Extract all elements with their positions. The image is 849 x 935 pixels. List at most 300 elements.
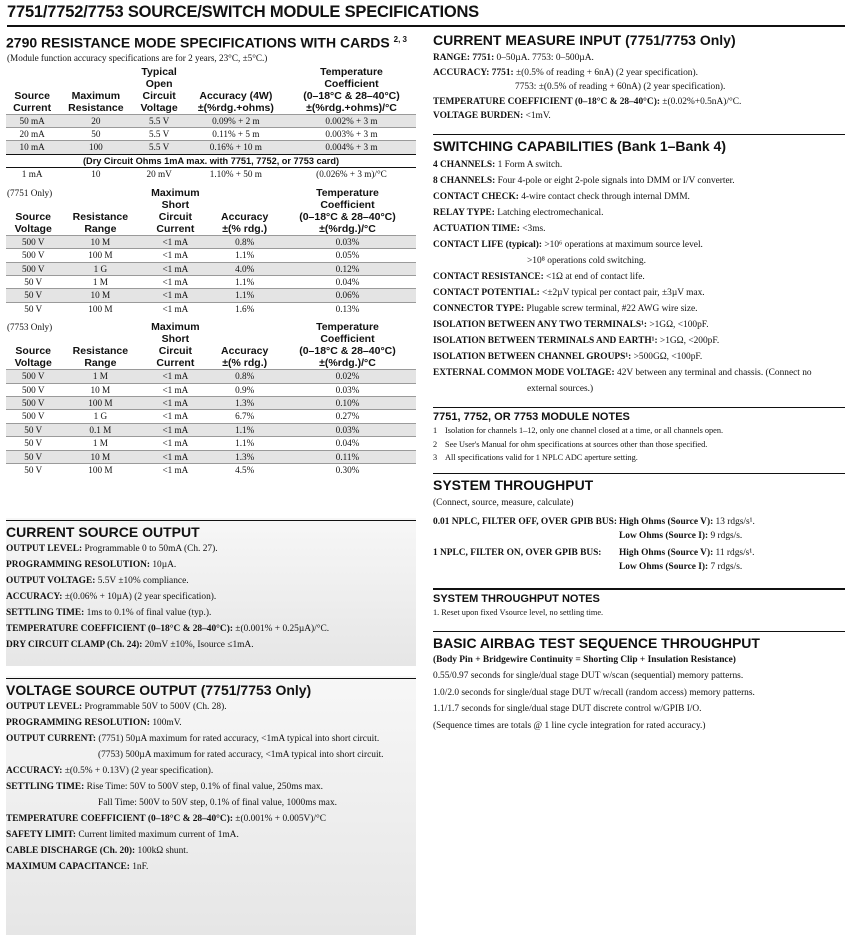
current-measure-lines — [433, 51, 845, 124]
table-cell: 500 V — [6, 383, 60, 396]
current-source-label: TEMPERATURE COEFFICIENT (0–18°C & 28–40°C): — [6, 624, 236, 635]
table-cell: 6.7% — [210, 410, 279, 423]
switching-label: ISOLATION BETWEEN TERMINALS AND EARTH¹: — [433, 335, 660, 346]
voltage-source-label: ACCURACY: — [6, 766, 65, 777]
switching-line — [433, 173, 845, 189]
table-row — [6, 141, 416, 154]
table-cell: 10 — [58, 168, 133, 181]
current-measure-text: <1mV. — [525, 111, 551, 121]
switching-heading: SWITCHING CAPABILITIES (Bank 1–Bank 4) — [433, 137, 727, 154]
header-line: Accuracy — [221, 210, 269, 223]
header-line: ±(%rdg.+ohms)/°C — [306, 101, 397, 114]
current-measure-line — [433, 51, 845, 66]
table-row — [6, 370, 416, 383]
column-header — [140, 321, 210, 370]
switching-line — [433, 157, 845, 173]
table-cell: <1 mA — [140, 302, 210, 315]
dry-circuit-title-cell: (Dry Circuit Ohms 1mA max. with 7751, 7752, or 7753 card) — [6, 154, 416, 167]
table-cell: 10 M — [60, 289, 140, 302]
throughput-note-item: 1. Reset upon fixed Vsource level, no settling time. — [433, 607, 604, 617]
table-cell: 50 V — [6, 450, 60, 463]
airbag-line: (Sequence times are totals @ 1 line cycle integration for rated accuracy.) — [433, 720, 706, 731]
switching-text: 42V between any terminal and chassis. (Connect no — [617, 367, 812, 378]
dry-circuit-row — [6, 168, 416, 181]
table-cell: 0.09% + 2 m — [185, 114, 287, 127]
voltage-source-line — [6, 811, 416, 827]
column-header — [60, 321, 140, 370]
header-spacer — [7, 66, 57, 78]
current-measure-line — [433, 109, 845, 124]
header-line: Resistance — [72, 210, 129, 223]
header-line: Circuit — [142, 89, 176, 102]
header-line: Voltage — [14, 222, 52, 235]
header-line: Source — [15, 345, 52, 358]
table-cell: 1.1% — [210, 249, 279, 262]
resistance-heading-text: 2790 RESISTANCE MODE SPECIFICATIONS WITH CARDS — [6, 34, 390, 51]
current-source-text: ±(0.06% + 10µA) (2 year specification). — [64, 592, 217, 603]
throughput-low — [619, 530, 755, 544]
header-line: Range — [84, 357, 117, 370]
table-row — [6, 437, 416, 450]
table-cell: 50 V — [6, 437, 60, 450]
voltage-source-label: PROGRAMMING RESOLUTION: — [6, 718, 153, 729]
header-spacer — [61, 199, 139, 211]
current-source-text: 10µA. — [152, 560, 177, 571]
table-cell: 1 G — [60, 410, 140, 423]
switching-line — [433, 269, 845, 285]
voltage-source-text: (7751) 50µA maximum for rated accuracy, <1mA typical into short circuit. — [98, 734, 380, 745]
table-cell: 100 M — [60, 396, 140, 409]
airbag-line: 1.1/1.7 seconds for single/dual stage DUT discrete control w/GPIB I/O. — [433, 704, 702, 715]
header-spacer — [211, 199, 278, 211]
table-cell: 100 M — [60, 463, 140, 476]
header-line: Circuit — [158, 210, 192, 223]
switching-lines — [433, 157, 845, 397]
switching-label: CONTACT CHECK: — [433, 191, 522, 202]
current-measure-line — [433, 66, 845, 81]
header-line: Circuit — [158, 345, 192, 358]
switching-text: Latching electromechanical. — [497, 207, 604, 218]
table-cell: <1 mA — [140, 289, 210, 302]
table-row — [6, 302, 416, 315]
resistance-heading — [6, 31, 416, 52]
header-line: (0–18°C & 28–40°C) — [299, 345, 396, 358]
table-cell: 1 M — [60, 275, 140, 288]
voltage-source-line — [6, 779, 416, 795]
current-source-line — [6, 541, 416, 557]
table-cell: 0.03% — [279, 423, 416, 436]
switching-text: >1GΩ, <200pF. — [659, 335, 720, 346]
voltage-source-line — [6, 715, 416, 731]
table-row — [6, 289, 416, 302]
switching-line — [433, 221, 845, 237]
throughput-label — [433, 512, 619, 543]
switching-text: 1 Form A switch. — [497, 159, 563, 170]
table-cell: <1 mA — [140, 437, 210, 450]
table-row — [6, 383, 416, 396]
header-spacer — [7, 199, 59, 211]
table-cell: 20 mA — [6, 128, 58, 141]
throughput-low-label: Low Ohms (Source I): — [619, 530, 711, 541]
table-cell: 10 M — [60, 235, 140, 248]
switching-text: <1Ω at end of contact life. — [546, 271, 645, 282]
current-measure-text: 7753: ±(0.5% of reading + 60nA) (2 year specification). — [515, 82, 726, 92]
table-row — [6, 114, 416, 127]
table-cell: 1 M — [60, 437, 140, 450]
switching-text: <3ms. — [522, 223, 546, 234]
module-notes-heading: 7751, 7752, OR 7753 MODULE NOTES — [433, 411, 630, 424]
table-cell: 500 V — [6, 396, 60, 409]
table-cell: 0.04% — [279, 275, 416, 288]
voltage-source-label: OUTPUT CURRENT: — [6, 734, 99, 745]
table-cell: 0.30% — [279, 463, 416, 476]
header-line: Coefficient — [320, 333, 375, 346]
voltage-source-text: ±(0.5% + 0.13V) (2 year specification). — [64, 766, 214, 777]
voltage-source-label: TEMPERATURE COEFFICIENT (0–18°C & 28–40°C): — [6, 814, 236, 825]
header-spacer — [211, 321, 278, 333]
header-spacer — [7, 78, 57, 90]
voltage-source-text: Programmable 50V to 500V (Ch. 28). — [84, 702, 227, 713]
resistance-heading-sup: 2, 3 — [393, 35, 407, 44]
current-source-text: 20mV ±10%, Isource ≤1mA. — [144, 640, 254, 651]
column-header — [279, 187, 416, 236]
current-source-line — [6, 573, 416, 589]
table-cell: 0.10% — [279, 396, 416, 409]
switching-line — [433, 365, 845, 381]
throughput-values — [619, 543, 755, 574]
table-cell: 0.03% — [279, 383, 416, 396]
switching-label: ACTUATION TIME: — [433, 223, 523, 234]
table-cell: 0.13% — [279, 302, 416, 315]
current-source-panel — [6, 518, 416, 666]
current-source-label: OUTPUT VOLTAGE: — [6, 576, 98, 587]
current-source-line — [6, 621, 416, 637]
header-line: Temperature — [316, 186, 379, 199]
header-line: Current — [13, 101, 52, 114]
table-cell: 0.8% — [210, 370, 279, 383]
voltage-source-line — [6, 843, 416, 859]
module-note-number: 2 — [433, 439, 438, 449]
switching-text: Plugable screw terminal, #22 AWG wire size. — [526, 303, 698, 314]
resistance-note: (Module function accuracy specifications are for 2 years, 23°C, ±5°C.) — [7, 52, 268, 63]
module-note-text: See User's Manual for ohm specifications at sources other than those specified. — [445, 439, 708, 449]
header-spacer — [59, 66, 132, 78]
voltage-source-label: SAFETY LIMIT: — [6, 830, 79, 841]
switching-line — [433, 285, 845, 301]
header-line: Accuracy — [221, 345, 269, 358]
voltage-source-line — [6, 731, 416, 747]
header-spacer — [186, 66, 286, 78]
header-line: Temperature — [320, 65, 383, 78]
throughput-high-label: High Ohms (Source V): — [619, 548, 716, 559]
voltage-source-text: 1nF. — [132, 862, 149, 873]
voltage-source-line — [6, 827, 416, 843]
table-cell: <1 mA — [140, 450, 210, 463]
header-spacer — [61, 321, 139, 333]
module-note-number: 1 — [433, 426, 438, 436]
switching-text: >1GΩ, <100pF. — [649, 319, 709, 330]
current-source-heading: CURRENT SOURCE OUTPUT — [6, 524, 200, 541]
header-line: Maximum — [71, 89, 121, 102]
current-source-text: 1ms to 0.1% of final value (typ.). — [86, 608, 212, 619]
header-line: Voltage — [140, 101, 178, 114]
voltage-source-lines — [6, 699, 416, 875]
table-cell: 10 M — [60, 450, 140, 463]
header-line: Accuracy (4W) — [199, 89, 273, 102]
column-header — [6, 187, 60, 236]
table-row — [6, 249, 416, 262]
current-measure-label: RANGE: 7751: — [433, 53, 497, 63]
current-measure-line — [433, 95, 845, 110]
current-source-line — [6, 557, 416, 573]
throughput-low-label: Low Ohms (Source I): — [619, 561, 711, 572]
table-cell: <1 mA — [140, 463, 210, 476]
header-line: (0–18°C & 28–40°C) — [299, 210, 396, 223]
header-line: Source — [15, 210, 52, 223]
throughput-high-value: 13 rdgs/s¹. — [715, 517, 755, 528]
table-label: (7751 Only) — [7, 187, 53, 198]
table-row — [6, 275, 416, 288]
switching-line — [433, 253, 845, 269]
switching-label: CONNECTOR TYPE: — [433, 303, 527, 314]
table-cell: 50 V — [6, 463, 60, 476]
table-cell: 5.5 V — [133, 114, 184, 127]
current-measure-heading: CURRENT MEASURE INPUT (7751/7753 Only) — [433, 32, 736, 48]
table-7753 — [6, 321, 416, 476]
voltage-source-line — [6, 763, 416, 779]
airbag-heading: BASIC AIRBAG TEST SEQUENCE THROUGHPUT — [433, 635, 760, 652]
table-row — [6, 235, 416, 248]
table-row — [6, 262, 416, 275]
table-cell: 0.03% — [279, 235, 416, 248]
table-cell: 0.8% — [210, 235, 279, 248]
voltage-source-line — [6, 859, 416, 875]
header-line: Short — [161, 333, 190, 346]
table-cell: 100 M — [60, 249, 140, 262]
throughput-values — [619, 512, 755, 543]
switching-text: >10⁶ operations at maximum source level. — [544, 239, 703, 250]
header-spacer — [186, 78, 286, 90]
module-note-item — [433, 438, 845, 452]
header-line: Resistance — [68, 101, 124, 114]
header-line: Current — [156, 222, 195, 235]
title-rule — [7, 25, 845, 27]
throughput-low-value: 9 rdgs/s. — [710, 530, 743, 541]
column-header — [6, 66, 58, 115]
column-header — [287, 66, 416, 115]
table-cell: 4.0% — [210, 262, 279, 275]
table-cell: 500 V — [6, 249, 60, 262]
throughput-heading: SYSTEM THROUGHPUT — [433, 477, 594, 494]
right-column — [433, 31, 845, 734]
voltage-source-label: OUTPUT LEVEL: — [6, 702, 85, 713]
airbag-subtitle: (Body Pin + Bridgewire Continuity = Shorting Clip + Insulation Resistance) — [433, 655, 736, 666]
column-header — [279, 321, 416, 370]
left-column — [6, 31, 416, 935]
switching-label: ISOLATION BETWEEN ANY TWO TERMINALS¹: — [433, 319, 650, 330]
table-cell: <1 mA — [140, 423, 210, 436]
table-cell: 50 mA — [6, 114, 58, 127]
voltage-source-label: CABLE DISCHARGE (Ch. 20): — [6, 846, 138, 857]
current-measure-label: ACCURACY: 7751: — [433, 67, 516, 78]
table-cell: 50 V — [6, 275, 60, 288]
current-source-text: ±(0.001% + 0.25µA)/°C. — [235, 624, 330, 635]
switching-text: 4-wire contact check through internal DMM. — [521, 191, 690, 202]
table-cell: 50 V — [6, 302, 60, 315]
voltage-source-text: ±(0.001% + 0.005V)/°C — [235, 814, 327, 825]
airbag-lines — [433, 668, 845, 734]
switching-label: CONTACT POTENTIAL: — [433, 287, 543, 298]
header-line: Voltage — [14, 357, 52, 370]
table-cell: <1 mA — [140, 275, 210, 288]
throughput-label-text: 0.01 NPLC, FILTER OFF, OVER GPIB BUS: — [433, 517, 617, 528]
table-cell: <1 mA — [140, 235, 210, 248]
module-note-text: Isolation for channels 1–12, only one channel closed at a time, or all channels open. — [445, 426, 724, 436]
switching-text: >500GΩ, <100pF. — [633, 351, 703, 362]
switching-label: 8 CHANNELS: — [433, 175, 498, 186]
table-cell: 0.11% + 5 m — [185, 128, 287, 141]
dry-circuit-title — [6, 154, 416, 167]
table-cell: 0.004% + 3 m — [287, 141, 416, 154]
current-measure-text: ±(0.5% of reading + 6nA) (2 year specification). — [515, 67, 698, 78]
airbag-line: 1.0/2.0 seconds for single/dual stage DUT w/recall (random access) memory patterns. — [433, 687, 755, 698]
table-cell: 50 V — [6, 423, 60, 436]
column-header — [210, 321, 279, 370]
switching-text: external sources.) — [527, 383, 594, 394]
column-header — [210, 187, 279, 236]
table-row — [6, 450, 416, 463]
throughput-high — [619, 547, 755, 561]
table-cell: 1 mA — [6, 168, 58, 181]
throughput-notes-heading: SYSTEM THROUGHPUT NOTES — [433, 592, 600, 605]
table-cell: 500 V — [6, 235, 60, 248]
current-source-label: PROGRAMMING RESOLUTION: — [6, 560, 153, 571]
table-cell: 0.003% + 3 m — [287, 128, 416, 141]
table-row — [6, 128, 416, 141]
current-measure-text: 0–50µA. 7753: 0–500µA. — [496, 53, 594, 63]
current-source-label: ACCURACY: — [6, 592, 65, 603]
table-cell: 1.10% + 50 m — [185, 168, 287, 181]
module-notes-list — [433, 424, 845, 465]
column-header — [58, 66, 133, 115]
column-header — [140, 187, 210, 236]
header-line: Current — [156, 357, 195, 370]
switching-line — [433, 205, 845, 221]
table-cell: 5.5 V — [133, 128, 184, 141]
throughput-label — [433, 543, 619, 574]
header-spacer — [61, 333, 139, 345]
table-cell: 10 M — [60, 383, 140, 396]
header-line: Short — [161, 198, 190, 211]
page-title: 7751/7752/7753 SOURCE/SWITCH MODULE SPECIFICATIONS — [7, 3, 479, 21]
throughput-low-value: 7 rdgs/s. — [710, 561, 743, 572]
throughput-low — [619, 561, 755, 575]
header-line: Resistance — [72, 345, 129, 358]
table-cell: 1.1% — [210, 423, 279, 436]
voltage-source-line — [6, 795, 416, 811]
voltage-source-line — [6, 747, 416, 763]
header-line: Source — [14, 89, 50, 102]
column-header — [6, 321, 60, 370]
switching-line — [433, 189, 845, 205]
voltage-source-text: 100mV. — [152, 718, 182, 729]
throughput-high-label: High Ohms (Source V): — [619, 517, 716, 528]
table-7751 — [6, 187, 416, 315]
table-cell: 1 M — [60, 370, 140, 383]
switching-label: CONTACT LIFE (typical): — [433, 239, 545, 250]
current-measure-label: VOLTAGE BURDEN: — [433, 111, 526, 121]
table-cell: <1 mA — [140, 410, 210, 423]
switching-line — [433, 349, 845, 365]
throughput-subtitle: (Connect, source, measure, calculate) — [433, 498, 574, 509]
switching-line — [433, 237, 845, 253]
table-cell: 1.3% — [210, 450, 279, 463]
switching-line — [433, 301, 845, 317]
header-line: ±(%rdg.+ohms) — [197, 101, 274, 114]
column-header — [133, 66, 184, 115]
header-spacer — [7, 333, 59, 345]
table-cell: 0.05% — [279, 249, 416, 262]
throughput-table — [433, 512, 755, 574]
table-cell: 500 V — [6, 262, 60, 275]
header-spacer — [59, 78, 132, 90]
table-cell: <1 mA — [140, 370, 210, 383]
module-note-number: 3 — [433, 453, 438, 463]
module-note-item — [433, 424, 845, 438]
table-cell: 20 — [58, 114, 133, 127]
switching-label: EXTERNAL COMMON MODE VOLTAGE: — [433, 367, 618, 378]
header-spacer — [211, 333, 278, 345]
header-line: ±(% rdg.) — [222, 222, 268, 235]
table-cell: 0.9% — [210, 383, 279, 396]
table-cell: 1 G — [60, 262, 140, 275]
current-source-label: SETTLING TIME: — [6, 608, 87, 619]
header-line: (0–18°C & 28–40°C) — [303, 89, 400, 102]
voltage-source-text: Rise Time: 50V to 500V step, 0.1% of final value, 250ms max. — [86, 782, 323, 793]
header-spacer — [61, 187, 139, 199]
table-cell: 0.12% — [279, 262, 416, 275]
table-cell: 1.1% — [210, 289, 279, 302]
voltage-source-panel — [6, 676, 416, 935]
table-cell: 500 V — [6, 410, 60, 423]
header-line: ±(%rdg.)/°C — [319, 222, 376, 235]
table-row — [6, 396, 416, 409]
header-line: Coefficient — [320, 198, 375, 211]
table-cell: 4.5% — [210, 463, 279, 476]
throughput-row — [433, 543, 755, 574]
table-cell: 1.3% — [210, 396, 279, 409]
table-cell: <1 mA — [140, 249, 210, 262]
table-row — [6, 463, 416, 476]
switching-label: 4 CHANNELS: — [433, 159, 498, 170]
switching-text: >10⁸ operations cold switching. — [527, 255, 646, 266]
current-source-text: 5.5V ±10% compliance. — [97, 576, 189, 587]
throughput-row — [433, 512, 755, 543]
table-cell: (0.026% + 3 m)/°C — [287, 168, 416, 181]
current-measure-text: ±(0.02%+0.5nA)/°C. — [662, 96, 742, 107]
table-cell: 500 V — [6, 370, 60, 383]
current-source-label: OUTPUT LEVEL: — [6, 544, 85, 555]
voltage-source-text: Current limited maximum current of 1mA. — [78, 830, 239, 841]
table-cell: 1.1% — [210, 275, 279, 288]
header-line: Open — [145, 77, 173, 90]
voltage-source-label: MAXIMUM CAPACITANCE: — [6, 862, 133, 873]
column-header — [185, 66, 287, 115]
resistance-table — [6, 66, 416, 181]
header-spacer — [211, 187, 278, 199]
switching-label: RELAY TYPE: — [433, 207, 498, 218]
table-cell: 0.06% — [279, 289, 416, 302]
